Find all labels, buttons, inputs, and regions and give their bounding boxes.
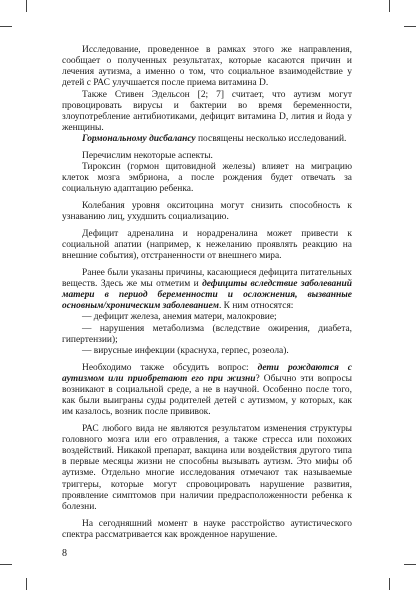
text-run: Колебания уровня окситоцина могут снизить способность к узнаванию лиц, ухудшить социализацию. xyxy=(62,201,352,223)
text-run: Тироксин (гормон щитовидной железы) влияет на миграцию клеток мозга эмбриона, а после рождения будет отвечать за социальную адаптацию ребенка. xyxy=(62,162,352,195)
paragraph xyxy=(62,268,352,313)
paragraph xyxy=(62,162,352,195)
text-run: Исследование, проведенное в рамках этого же направления, сообщает о полученных результатах, которые касаются причин и лечения аутизма, а именно о том, что социальное взаимодействие у детей с РАС улучшается после приема витамина D. xyxy=(62,45,352,89)
paragraph xyxy=(62,151,352,162)
text-run: Ранее были указаны причины, касающиеся дефицита питательных веществ. Здесь же мы отметим и xyxy=(62,267,352,289)
crop-mark xyxy=(389,0,390,12)
text-run: посвящены несколько исследований. xyxy=(195,134,347,145)
text-run: ? Обычно эти вопросы возникают в социальной среде, а не в научной. Особенно после того, как были выиграны суды родителей детей с аутизмом, у которых, как им казалось, возник после прививок. xyxy=(62,373,352,418)
text-run: Необходимо также обсудить вопрос: xyxy=(82,362,258,373)
crop-mark xyxy=(404,26,416,27)
crop-mark xyxy=(26,578,27,590)
emphasis-text: дети рождаются с аутизмом или приобретают его при жизни xyxy=(62,362,352,384)
emphasis-text: Гормональному дисбалансу xyxy=(82,134,196,145)
paragraph xyxy=(62,134,352,145)
text-run: — вирусные инфекции (краснуха, герпес, розеола). xyxy=(82,345,289,356)
page-number: 8 xyxy=(62,548,67,559)
text-run: РАС любого вида не являются результатом изменения структуры головного мозга или его отравления, а также стресса или похожих воздействий. Никакой препарат, вакцина или воздействия другого типа в первые месяцы жизни не способны вызывать аутизм. Это мифы об аутизме. Отдельно многие исследования отмечают так называемые триггеры, которые могут спровоцировать нарушение развития, проявление симптомов при наличии предрасположенности ребенка к болезни. xyxy=(62,423,352,512)
crop-mark xyxy=(0,564,12,565)
paragraph xyxy=(62,424,352,513)
crop-mark xyxy=(389,578,390,590)
text-run: Дефицит адреналина и норадреналина может привести к социальной апатии (например, к нежеланию проявлять реакцию на внешние события), отстраненности от внешнего мира. xyxy=(62,228,352,262)
paragraph xyxy=(62,229,352,262)
text-run: — нарушения метаболизма (вследствие ожирения, диабета, гипертензии); xyxy=(62,323,352,345)
text-run: Также Стивен Эдельсон [2; 7] считает, что аутизм могут провоцировать вирусы и бактерии во время беременности, злоупотребление антибиотиками, дефицит витамина D, лития и йода у женщины. xyxy=(62,89,352,134)
paragraph xyxy=(62,519,352,541)
paragraph xyxy=(62,90,352,135)
paragraph xyxy=(62,312,352,323)
paragraph xyxy=(62,363,352,419)
page-body xyxy=(62,45,352,541)
paragraph xyxy=(62,201,352,223)
paragraph xyxy=(62,346,352,357)
crop-mark xyxy=(404,564,416,565)
text-run: — дефицит железа, анемия матери, малокровие; xyxy=(82,312,277,323)
text-run: На сегодняшний момент в науке расстройство аутистического спектра рассматривается как врожденное нарушение. xyxy=(62,518,352,540)
text-run: Перечислим некоторые аспекты. xyxy=(82,150,213,161)
paragraph xyxy=(62,324,352,346)
emphasis-text: дефициты вследствие заболеваний матери в период беременности и осложнения, вызванные основным/хроническим заболеванием xyxy=(62,278,352,312)
text-run: . К ним относятся: xyxy=(218,301,294,312)
paragraph xyxy=(62,45,352,90)
crop-mark xyxy=(0,26,12,27)
crop-mark xyxy=(26,0,27,12)
